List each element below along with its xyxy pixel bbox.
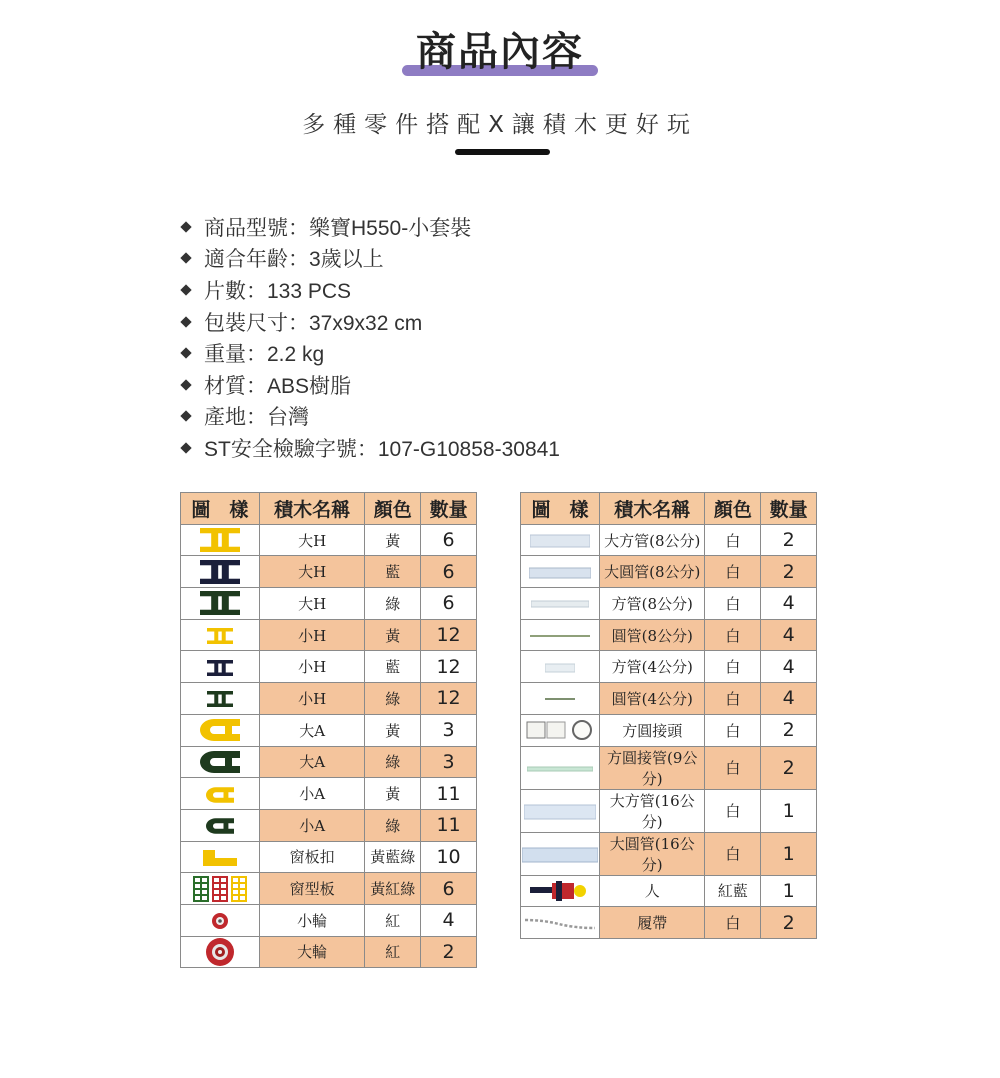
diamond-bullet-icon [180, 348, 191, 359]
part-color: 綠 [365, 746, 421, 778]
table-row [181, 619, 477, 651]
part-color: 白 [705, 907, 761, 939]
spec-text: 片數：133 PCS [204, 279, 352, 303]
column-header-qty: 數量 [761, 493, 817, 525]
big-wheel-icon [205, 941, 235, 960]
part-image-cell [181, 809, 260, 841]
parts-table-left [180, 492, 477, 968]
part-image-cell [521, 875, 600, 907]
table-row [181, 809, 477, 841]
part-image-cell [521, 524, 600, 556]
table-row [521, 907, 817, 939]
part-image-cell [181, 746, 260, 778]
part-image-cell [181, 651, 260, 683]
part-image-cell [521, 832, 600, 875]
part-name: 大方管(16公分) [599, 789, 704, 832]
part-quantity: 1 [761, 832, 817, 875]
part-quantity: 6 [421, 873, 477, 905]
window-panel-icon [193, 878, 247, 897]
part-quantity: 4 [761, 651, 817, 683]
part-name: 小A [259, 778, 365, 810]
part-color: 藍 [365, 556, 421, 588]
small-wheel-icon [211, 911, 229, 930]
big-square-tube-8-icon [530, 531, 590, 550]
part-name: 大圓管(16公分) [599, 832, 704, 875]
part-quantity: 4 [761, 619, 817, 651]
part-image-cell [521, 683, 600, 715]
part-color: 紅藍 [705, 875, 761, 907]
diamond-bullet-icon [180, 221, 191, 232]
part-image-cell [521, 619, 600, 651]
part-image-cell [181, 683, 260, 715]
part-image-cell [521, 588, 600, 620]
part-image-cell [181, 524, 260, 556]
part-quantity: 3 [421, 714, 477, 746]
track-belt-icon [523, 913, 597, 932]
part-name: 人 [599, 875, 704, 907]
part-color: 黃 [365, 619, 421, 651]
table-row [521, 832, 817, 875]
table-row [521, 619, 817, 651]
table-row [521, 651, 817, 683]
part-quantity: 2 [421, 936, 477, 968]
part-name: 圓管(8公分) [599, 619, 704, 651]
table-row [521, 588, 817, 620]
part-quantity: 1 [761, 875, 817, 907]
part-name: 小輪 [259, 904, 365, 936]
part-name: 小H [259, 651, 365, 683]
table-row [521, 683, 817, 715]
part-quantity: 2 [761, 556, 817, 588]
table-row [521, 556, 817, 588]
part-quantity: 2 [761, 907, 817, 939]
column-header-name: 積木名稱 [259, 493, 365, 525]
spec-item [178, 243, 560, 275]
table-row [521, 524, 817, 556]
part-quantity: 1 [761, 789, 817, 832]
part-image-cell [521, 746, 600, 789]
big-h-yellow-icon [200, 530, 240, 549]
table-row [181, 683, 477, 715]
spec-item [178, 369, 560, 401]
table-row [181, 556, 477, 588]
part-color: 黃 [365, 778, 421, 810]
part-image-cell [181, 904, 260, 936]
part-quantity: 3 [421, 746, 477, 778]
part-quantity: 4 [761, 588, 817, 620]
table-row [181, 841, 477, 873]
part-image-cell [181, 873, 260, 905]
part-color: 白 [705, 556, 761, 588]
spec-item [178, 337, 560, 369]
diamond-bullet-icon [180, 316, 191, 327]
part-image-cell [181, 841, 260, 873]
column-header-name: 積木名稱 [599, 493, 704, 525]
part-color: 黃藍綠 [365, 841, 421, 873]
small-h-blue-icon [207, 657, 233, 676]
parts-table-right [520, 492, 817, 939]
part-name: 大H [259, 588, 365, 620]
window-clip-icon [203, 847, 237, 866]
part-color: 綠 [365, 588, 421, 620]
table-row [181, 936, 477, 968]
part-name: 大輪 [259, 936, 365, 968]
part-quantity: 6 [421, 524, 477, 556]
part-color: 白 [705, 524, 761, 556]
part-image-cell [181, 556, 260, 588]
square-round-connector-tube-icon [527, 758, 593, 777]
part-quantity: 6 [421, 556, 477, 588]
part-quantity: 2 [761, 746, 817, 789]
table-row [521, 714, 817, 746]
diamond-bullet-icon [180, 442, 191, 453]
part-name: 小H [259, 619, 365, 651]
table-row [521, 789, 817, 832]
square-round-connector-icon [526, 720, 594, 739]
column-header-qty: 數量 [421, 493, 477, 525]
part-quantity: 11 [421, 778, 477, 810]
table-row [181, 904, 477, 936]
part-color: 白 [705, 619, 761, 651]
part-color: 黃紅綠 [365, 873, 421, 905]
part-quantity: 4 [761, 683, 817, 715]
table-row [181, 524, 477, 556]
column-header-image: 圖 樣 [521, 493, 600, 525]
spec-item [178, 306, 560, 338]
square-tube-4-icon [545, 657, 575, 676]
table-row [521, 875, 817, 907]
diamond-bullet-icon [180, 284, 191, 295]
diamond-bullet-icon [180, 379, 191, 390]
part-quantity: 2 [761, 714, 817, 746]
part-image-cell [521, 789, 600, 832]
part-quantity: 12 [421, 651, 477, 683]
part-color: 黃 [365, 524, 421, 556]
big-round-tube-16-icon [522, 844, 598, 863]
part-quantity: 12 [421, 619, 477, 651]
big-round-tube-8-icon [529, 562, 591, 581]
part-color: 綠 [365, 683, 421, 715]
part-quantity: 2 [761, 524, 817, 556]
part-color: 綠 [365, 809, 421, 841]
square-tube-8-icon [531, 594, 589, 613]
big-square-tube-16-icon [524, 801, 596, 820]
big-h-green-icon [200, 593, 240, 612]
spec-item [178, 432, 560, 464]
part-name: 大H [259, 524, 365, 556]
part-name: 方圓接頭 [599, 714, 704, 746]
table-row [181, 714, 477, 746]
part-color: 紅 [365, 904, 421, 936]
part-quantity: 12 [421, 683, 477, 715]
part-image-cell [181, 714, 260, 746]
part-image-cell [181, 588, 260, 620]
table-row [181, 651, 477, 683]
part-quantity: 11 [421, 809, 477, 841]
title-box [402, 28, 598, 76]
table-row [521, 746, 817, 789]
table-row [181, 778, 477, 810]
small-a-green-icon [206, 816, 234, 835]
subtitle-underline [455, 149, 550, 155]
part-image-cell [521, 556, 600, 588]
diamond-bullet-icon [180, 411, 191, 422]
part-color: 白 [705, 789, 761, 832]
round-tube-8-icon [530, 626, 590, 645]
column-header-color: 顏色 [365, 493, 421, 525]
part-color: 藍 [365, 651, 421, 683]
spec-item [178, 401, 560, 433]
spec-text: 商品型號：樂寶H550-小套裝 [204, 216, 472, 240]
part-name: 小H [259, 683, 365, 715]
column-header-image: 圖 樣 [181, 493, 260, 525]
spec-text: 材質：ABS樹脂 [204, 374, 352, 398]
round-tube-4-icon [545, 689, 575, 708]
big-a-green-icon [200, 751, 240, 770]
small-h-yellow-icon [207, 626, 233, 645]
part-image-cell [181, 619, 260, 651]
part-name: 窗型板 [259, 873, 365, 905]
part-quantity: 4 [421, 904, 477, 936]
spec-text: 產地：台灣 [204, 406, 309, 430]
table-row [181, 588, 477, 620]
part-image-cell [181, 778, 260, 810]
page-title: 商品內容 [416, 29, 584, 75]
part-color: 白 [705, 651, 761, 683]
spec-text: 適合年齡：3歲以上 [204, 248, 384, 272]
part-quantity: 10 [421, 841, 477, 873]
spec-list [178, 211, 560, 464]
spec-item [178, 274, 560, 306]
part-name: 大A [259, 746, 365, 778]
table-header-row [181, 493, 477, 525]
spec-text: 包裝尺寸：37x9x32 cm [204, 311, 423, 335]
part-name: 方管(8公分) [599, 588, 704, 620]
part-image-cell [181, 936, 260, 968]
part-name: 方圓接管(9公分) [599, 746, 704, 789]
spec-text: ST安全檢驗字號：107-G10858-30841 [204, 437, 560, 461]
part-color: 白 [705, 714, 761, 746]
page-subtitle: 多種零件搭配X讓積木更好玩 [302, 112, 698, 138]
part-name: 大A [259, 714, 365, 746]
part-color: 白 [705, 588, 761, 620]
part-image-cell [521, 714, 600, 746]
big-a-yellow-icon [200, 720, 240, 739]
diamond-bullet-icon [180, 253, 191, 264]
title-section [0, 28, 1000, 76]
part-color: 紅 [365, 936, 421, 968]
part-color: 白 [705, 683, 761, 715]
part-name: 大方管(8公分) [599, 524, 704, 556]
spec-item [178, 211, 560, 243]
part-color: 白 [705, 832, 761, 875]
small-a-yellow-icon [206, 784, 234, 803]
part-image-cell [521, 651, 600, 683]
part-name: 履帶 [599, 907, 704, 939]
small-h-green-icon [207, 689, 233, 708]
part-color: 黃 [365, 714, 421, 746]
part-name: 圓管(4公分) [599, 683, 704, 715]
part-name: 大圓管(8公分) [599, 556, 704, 588]
part-name: 大H [259, 556, 365, 588]
table-header-row [521, 493, 817, 525]
part-name: 小A [259, 809, 365, 841]
part-name: 方管(4公分) [599, 651, 704, 683]
part-color: 白 [705, 746, 761, 789]
part-quantity: 6 [421, 588, 477, 620]
big-h-blue-icon [200, 561, 240, 580]
column-header-color: 顏色 [705, 493, 761, 525]
spec-text: 重量：2.2 kg [204, 343, 325, 367]
part-name: 窗板扣 [259, 841, 365, 873]
part-image-cell [521, 907, 600, 939]
table-row [181, 746, 477, 778]
person-figure-icon [530, 881, 590, 900]
table-row [181, 873, 477, 905]
